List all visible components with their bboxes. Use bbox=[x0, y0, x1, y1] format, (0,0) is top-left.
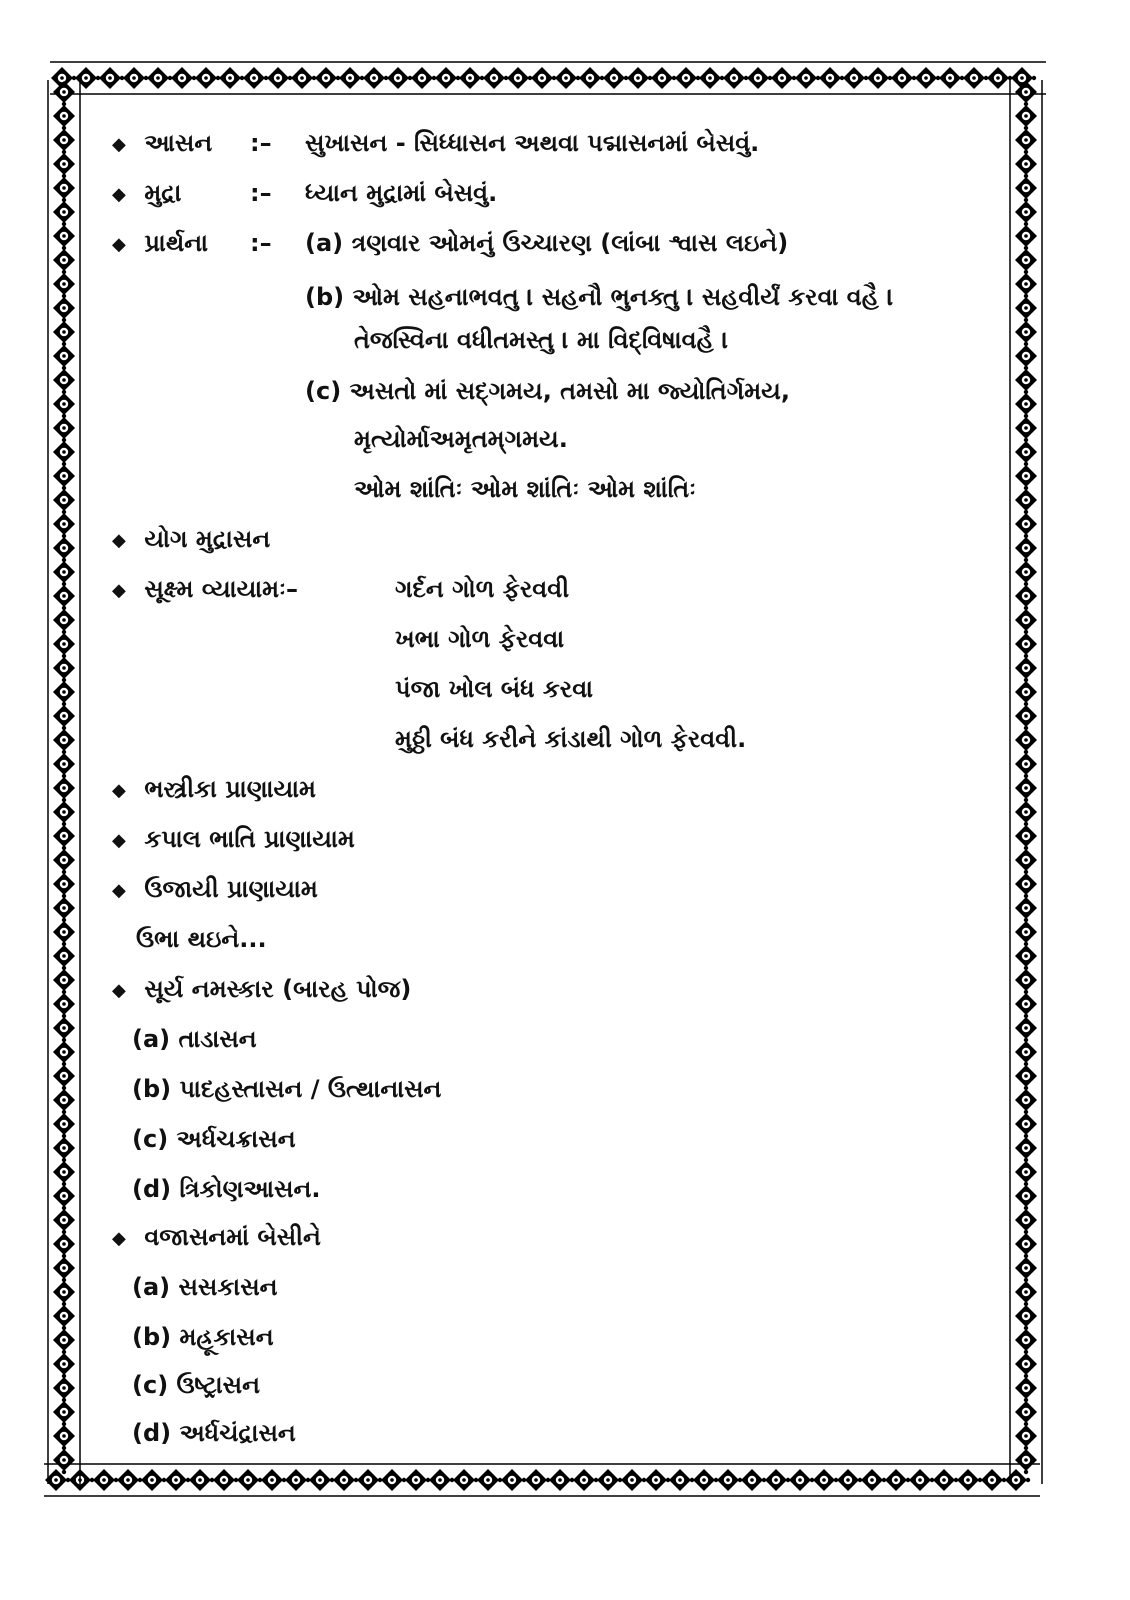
lattice-dot bbox=[924, 76, 928, 80]
lattice-dot bbox=[1024, 642, 1028, 646]
prayer-b2: તેજસ્વિના વધીતમસ્તુ । મા વિદ્‌વિષાવહૈ । bbox=[354, 326, 729, 354]
lattice-dot bbox=[582, 1478, 586, 1482]
lattice-dot bbox=[1024, 762, 1028, 766]
lattice-dot bbox=[918, 1478, 922, 1482]
lattice-dot bbox=[876, 76, 880, 80]
lattice-dot bbox=[900, 76, 904, 80]
lattice-dot bbox=[1024, 330, 1028, 334]
lattice-dot bbox=[62, 1386, 66, 1390]
vajra-item: (b) મહ્રૂકાસન bbox=[132, 1323, 274, 1351]
lattice-dot bbox=[62, 954, 66, 958]
lattice-dot bbox=[62, 906, 66, 910]
lattice-dot bbox=[366, 1478, 370, 1482]
lattice-dot bbox=[684, 76, 688, 80]
lattice-dot bbox=[62, 1098, 66, 1102]
lattice-dot bbox=[942, 1478, 946, 1482]
lattice-dot bbox=[1024, 1146, 1028, 1150]
lattice-dot bbox=[62, 594, 66, 598]
sukshma-item: પંજા ખોલ બંધ કરવા bbox=[395, 675, 594, 703]
lattice-dot bbox=[990, 1478, 994, 1482]
lattice-dot bbox=[62, 1146, 66, 1150]
lattice-dot bbox=[204, 76, 208, 80]
row-separator: :– bbox=[250, 129, 272, 157]
standing-note: ઉભા થઇને... bbox=[136, 925, 267, 953]
lattice-dot bbox=[1024, 234, 1028, 238]
lattice-dot bbox=[1024, 306, 1028, 310]
lattice-dot bbox=[1024, 282, 1028, 286]
lattice-dot bbox=[62, 138, 66, 142]
lattice-dot bbox=[228, 76, 232, 80]
lattice-dot bbox=[174, 1478, 178, 1482]
mudra-row bbox=[112, 178, 181, 210]
lattice-dot bbox=[828, 76, 832, 80]
lattice-dot bbox=[516, 76, 520, 80]
lattice-dot bbox=[702, 1478, 706, 1482]
lattice-dot bbox=[1024, 618, 1028, 622]
lattice-dot bbox=[150, 1478, 154, 1482]
lattice-dot bbox=[438, 1478, 442, 1482]
lattice-dot bbox=[1024, 546, 1028, 550]
section-title: યોગ મુદ્રાસન bbox=[144, 525, 271, 553]
lattice-dot bbox=[62, 90, 66, 94]
mudra-text: ધ્યાન મુદ્રામાં બેસવું. bbox=[305, 179, 498, 207]
lattice-dot bbox=[750, 1478, 754, 1482]
lattice-dot bbox=[62, 1458, 66, 1462]
lattice-dot bbox=[1024, 522, 1028, 526]
lattice-dot bbox=[1024, 1266, 1028, 1270]
lattice-dot bbox=[996, 76, 1000, 80]
lattice-dot bbox=[62, 1122, 66, 1126]
lattice-dot bbox=[62, 1314, 66, 1318]
lattice-pattern bbox=[1008, 80, 1044, 1484]
lattice-dot bbox=[1024, 906, 1028, 910]
lattice-dot bbox=[606, 1478, 610, 1482]
lattice-dot bbox=[390, 1478, 394, 1482]
lattice-dot bbox=[468, 76, 472, 80]
lattice-dot bbox=[62, 834, 66, 838]
lattice-dot bbox=[1024, 114, 1028, 118]
prayer-c2: મૃત્યોર્માઅમૃતમ્‌ગમય. bbox=[354, 425, 568, 453]
lattice-dot bbox=[126, 1478, 130, 1482]
border-top bbox=[50, 60, 1046, 96]
vajra-heading bbox=[112, 1222, 321, 1254]
lattice-dot bbox=[1024, 498, 1028, 502]
lattice-dot bbox=[1024, 162, 1028, 166]
lattice-dot bbox=[62, 522, 66, 526]
sukshma-heading bbox=[112, 574, 298, 606]
lattice-dot bbox=[62, 162, 66, 166]
lattice-dot bbox=[62, 1002, 66, 1006]
section-title: સૂર્ય નમસ્કાર (બારહ પોજ) bbox=[144, 975, 412, 1003]
lattice-dot bbox=[1024, 1242, 1028, 1246]
lattice-dot bbox=[62, 1218, 66, 1222]
prayer-c1: (c) અસતો માં સદ્‌ગમય, તમસો મા જ્યોતિર્ગમય, bbox=[305, 377, 790, 405]
lattice-dot bbox=[492, 76, 496, 80]
section-title: કપાલ ભાતિ પ્રાણાયામ bbox=[144, 825, 355, 853]
bullet-icon: ◆ bbox=[112, 234, 126, 255]
bullet-icon: ◆ bbox=[112, 980, 126, 1001]
lattice-dot bbox=[62, 306, 66, 310]
vajra-item: (c) ઉષ્ટ્રાસન bbox=[132, 1371, 260, 1399]
lattice-dot bbox=[62, 450, 66, 454]
lattice-dot bbox=[62, 642, 66, 646]
prarthana-row bbox=[112, 228, 208, 260]
lattice-dot bbox=[62, 474, 66, 478]
lattice-dot bbox=[846, 1478, 850, 1482]
lattice-dot bbox=[62, 426, 66, 430]
lattice-dot bbox=[62, 1050, 66, 1054]
lattice-dot bbox=[62, 1434, 66, 1438]
lattice-dot bbox=[108, 76, 112, 80]
lattice-dot bbox=[1024, 474, 1028, 478]
lattice-dot bbox=[62, 570, 66, 574]
sukshma-item: ખભા ગોળ ફેરવવા bbox=[395, 625, 565, 653]
lattice-dot bbox=[62, 690, 66, 694]
lattice-dot bbox=[62, 234, 66, 238]
lattice-dot bbox=[62, 858, 66, 862]
lattice-dot bbox=[1024, 594, 1028, 598]
lattice-dot bbox=[756, 76, 760, 80]
lattice-dot bbox=[972, 76, 976, 80]
lattice-dot bbox=[62, 1170, 66, 1174]
lattice-dot bbox=[1024, 1338, 1028, 1342]
bullet-icon: ◆ bbox=[112, 530, 126, 551]
section-title: ઉજાયી પ્રાણાયામ bbox=[144, 875, 318, 903]
row-label: પ્રાર્થના bbox=[144, 229, 208, 257]
row-separator: :– bbox=[250, 229, 272, 257]
lattice-dot bbox=[62, 354, 66, 358]
lattice-dot bbox=[870, 1478, 874, 1482]
bullet-icon: ◆ bbox=[112, 1228, 126, 1249]
lattice-dot bbox=[62, 930, 66, 934]
lattice-dot bbox=[198, 1478, 202, 1482]
lattice-dot bbox=[1024, 1218, 1028, 1222]
lattice-dot bbox=[1024, 930, 1028, 934]
asan-text: સુખાસન - સિધ્ધાસન અથવા પદ્માસનમાં બેસવું. bbox=[305, 129, 760, 157]
lattice-dot bbox=[342, 1478, 346, 1482]
lattice-dot bbox=[798, 1478, 802, 1482]
lattice-dot bbox=[318, 1478, 322, 1482]
lattice-dot bbox=[894, 1478, 898, 1482]
lattice-dot bbox=[62, 1290, 66, 1294]
lattice-dot bbox=[132, 76, 136, 80]
surya-item: (d) ત્રિકોણઆસન. bbox=[132, 1175, 321, 1203]
lattice-dot bbox=[62, 1074, 66, 1078]
lattice-dot bbox=[966, 1478, 970, 1482]
prayer-a: (a) ત્રણવાર ઓમનું ઉચ્ચારણ (લાંબા શ્વાસ લઇને) bbox=[305, 229, 789, 257]
lattice-pattern bbox=[46, 80, 82, 1484]
lattice-dot bbox=[62, 1410, 66, 1414]
lattice-dot bbox=[1024, 666, 1028, 670]
lattice-dot bbox=[1024, 90, 1028, 94]
prayer-c3: ઓમ શાંતિઃ ઓમ શાંતિઃ ઓમ શાંતિઃ bbox=[354, 475, 697, 503]
surya-item: (c) અર્ધચક્રાસન bbox=[132, 1125, 296, 1153]
lattice-dot bbox=[1024, 210, 1028, 214]
lattice-dot bbox=[612, 76, 616, 80]
bullet-icon: ◆ bbox=[112, 580, 126, 601]
lattice-dot bbox=[558, 1478, 562, 1482]
lattice-dot bbox=[1024, 1194, 1028, 1198]
lattice-dot bbox=[62, 978, 66, 982]
lattice-dot bbox=[1024, 978, 1028, 982]
lattice-dot bbox=[62, 186, 66, 190]
lattice-dot bbox=[1024, 402, 1028, 406]
lattice-dot bbox=[1024, 186, 1028, 190]
border-left bbox=[46, 80, 82, 1484]
lattice-dot bbox=[540, 76, 544, 80]
lattice-dot bbox=[62, 258, 66, 262]
lattice-dot bbox=[62, 378, 66, 382]
lattice-link bbox=[1024, 1470, 1028, 1474]
lattice-dot bbox=[62, 810, 66, 814]
surya-item: (a) તાડાસન bbox=[132, 1025, 257, 1053]
pranayam-item bbox=[112, 824, 355, 856]
lattice-dot bbox=[222, 1478, 226, 1482]
lattice-dot bbox=[1024, 138, 1028, 142]
lattice-dot bbox=[1024, 1314, 1028, 1318]
lattice-dot bbox=[1024, 1386, 1028, 1390]
lattice-dot bbox=[510, 1478, 514, 1482]
row-separator: :– bbox=[250, 179, 272, 207]
lattice-dot bbox=[1024, 1050, 1028, 1054]
lattice-dot bbox=[1024, 1122, 1028, 1126]
lattice-dot bbox=[660, 76, 664, 80]
lattice-dot bbox=[414, 1478, 418, 1482]
lattice-dot bbox=[1024, 1290, 1028, 1294]
lattice-dot bbox=[62, 714, 66, 718]
border-right bbox=[1008, 80, 1044, 1484]
row-label: આસન bbox=[144, 129, 213, 157]
bullet-icon: ◆ bbox=[112, 134, 126, 155]
lattice-dot bbox=[534, 1478, 538, 1482]
lattice-dot bbox=[62, 330, 66, 334]
lattice-dot bbox=[1024, 690, 1028, 694]
lattice-dot bbox=[1024, 738, 1028, 742]
vajra-item: (a) સસકાસન bbox=[132, 1273, 278, 1301]
row-label: મુદ્રા bbox=[144, 179, 182, 207]
lattice-dot bbox=[780, 76, 784, 80]
lattice-dot bbox=[62, 762, 66, 766]
lattice-dot bbox=[588, 76, 592, 80]
vajra-item: (d) અર્ધચંદ્રાસન bbox=[132, 1419, 296, 1447]
sukshma-item: મુઠ્ઠી બંધ કરીને કાંડાથી ગોળ ફેરવવી. bbox=[395, 725, 747, 753]
pranayam-item bbox=[112, 874, 318, 906]
lattice-dot bbox=[62, 546, 66, 550]
surya-heading bbox=[112, 974, 411, 1006]
lattice-dot bbox=[62, 498, 66, 502]
lattice-dot bbox=[180, 76, 184, 80]
lattice-dot bbox=[102, 1478, 106, 1482]
lattice-dot bbox=[1024, 1170, 1028, 1174]
sukshma-item: ગર્દન ગોળ ફેરવવી bbox=[395, 575, 570, 603]
bullet-icon: ◆ bbox=[112, 184, 126, 205]
lattice-dot bbox=[1024, 354, 1028, 358]
surya-item: (b) પાદહસ્તાસન / ઉત્થાનાસન bbox=[132, 1075, 442, 1103]
border-bottom bbox=[44, 1462, 1040, 1498]
lattice-dot bbox=[486, 1478, 490, 1482]
lattice-dot bbox=[62, 1338, 66, 1342]
lattice-dot bbox=[62, 402, 66, 406]
lattice-dot bbox=[62, 786, 66, 790]
lattice-dot bbox=[1024, 714, 1028, 718]
lattice-dot bbox=[708, 76, 712, 80]
lattice-dot bbox=[396, 76, 400, 80]
lattice-dot bbox=[1024, 1074, 1028, 1078]
lattice-dot bbox=[62, 1026, 66, 1030]
section-title: વજાસનમાં બેસીને bbox=[144, 1223, 321, 1251]
lattice-dot bbox=[276, 76, 280, 80]
lattice-dot bbox=[1024, 1458, 1028, 1462]
lattice-dot bbox=[1024, 378, 1028, 382]
bullet-icon: ◆ bbox=[112, 830, 126, 851]
lattice-dot bbox=[462, 1478, 466, 1482]
lattice-dot bbox=[1024, 426, 1028, 430]
lattice-dot bbox=[948, 76, 952, 80]
lattice-dot bbox=[1024, 1026, 1028, 1030]
lattice-dot bbox=[1024, 858, 1028, 862]
lattice-dot bbox=[84, 76, 88, 80]
lattice-dot bbox=[852, 76, 856, 80]
lattice-dot bbox=[62, 210, 66, 214]
lattice-dot bbox=[156, 76, 160, 80]
lattice-dot bbox=[444, 76, 448, 80]
lattice-dot bbox=[324, 76, 328, 80]
lattice-dot bbox=[1024, 954, 1028, 958]
lattice-dot bbox=[62, 882, 66, 886]
lattice-link bbox=[62, 1470, 66, 1474]
lattice-dot bbox=[62, 282, 66, 286]
lattice-dot bbox=[62, 618, 66, 622]
lattice-dot bbox=[804, 76, 808, 80]
lattice-dot bbox=[1024, 810, 1028, 814]
lattice-dot bbox=[678, 1478, 682, 1482]
lattice-dot bbox=[732, 76, 736, 80]
lattice-dot bbox=[62, 666, 66, 670]
lattice-pattern bbox=[44, 1462, 1040, 1498]
lattice-dot bbox=[1024, 570, 1028, 574]
pranayam-item bbox=[112, 774, 316, 806]
section-title: સૂક્ષ્મ વ્યાયામઃ– bbox=[144, 575, 298, 603]
lattice-dot bbox=[636, 76, 640, 80]
lattice-dot bbox=[1024, 1098, 1028, 1102]
lattice-dot bbox=[294, 1478, 298, 1482]
lattice-dot bbox=[654, 1478, 658, 1482]
lattice-dot bbox=[62, 114, 66, 118]
lattice-dot bbox=[1024, 258, 1028, 262]
lattice-dot bbox=[348, 76, 352, 80]
lattice-dot bbox=[62, 1362, 66, 1366]
lattice-dot bbox=[630, 1478, 634, 1482]
lattice-dot bbox=[1024, 786, 1028, 790]
lattice-dot bbox=[726, 1478, 730, 1482]
bullet-icon: ◆ bbox=[112, 880, 126, 901]
lattice-dot bbox=[270, 1478, 274, 1482]
lattice-dot bbox=[62, 1194, 66, 1198]
lattice-dot bbox=[1024, 450, 1028, 454]
lattice-dot bbox=[62, 1242, 66, 1246]
lattice-dot bbox=[1024, 1434, 1028, 1438]
lattice-dot bbox=[420, 76, 424, 80]
prayer-b1: (b) ઓમ સહનાભવતુ । સહનૌ ભુનક્તુ । સહવીર્યં કરવા વહૈ । bbox=[305, 283, 894, 311]
lattice-dot bbox=[300, 76, 304, 80]
lattice-dot bbox=[1024, 1362, 1028, 1366]
lattice-dot bbox=[1024, 882, 1028, 886]
lattice-dot bbox=[372, 76, 376, 80]
lattice-dot bbox=[246, 1478, 250, 1482]
lattice-dot bbox=[1024, 834, 1028, 838]
yog-mudrasan bbox=[112, 524, 270, 556]
lattice-dot bbox=[564, 76, 568, 80]
lattice-dot bbox=[1024, 1410, 1028, 1414]
lattice-pattern bbox=[50, 60, 1046, 96]
lattice-dot bbox=[1024, 1002, 1028, 1006]
lattice-dot bbox=[62, 1266, 66, 1270]
bullet-icon: ◆ bbox=[112, 780, 126, 801]
lattice-dot bbox=[774, 1478, 778, 1482]
lattice-dot bbox=[822, 1478, 826, 1482]
lattice-dot bbox=[62, 738, 66, 742]
asan-row bbox=[112, 128, 212, 160]
lattice-dot bbox=[252, 76, 256, 80]
section-title: ભસ્ત્રીકા પ્રાણાયામ bbox=[144, 775, 316, 803]
